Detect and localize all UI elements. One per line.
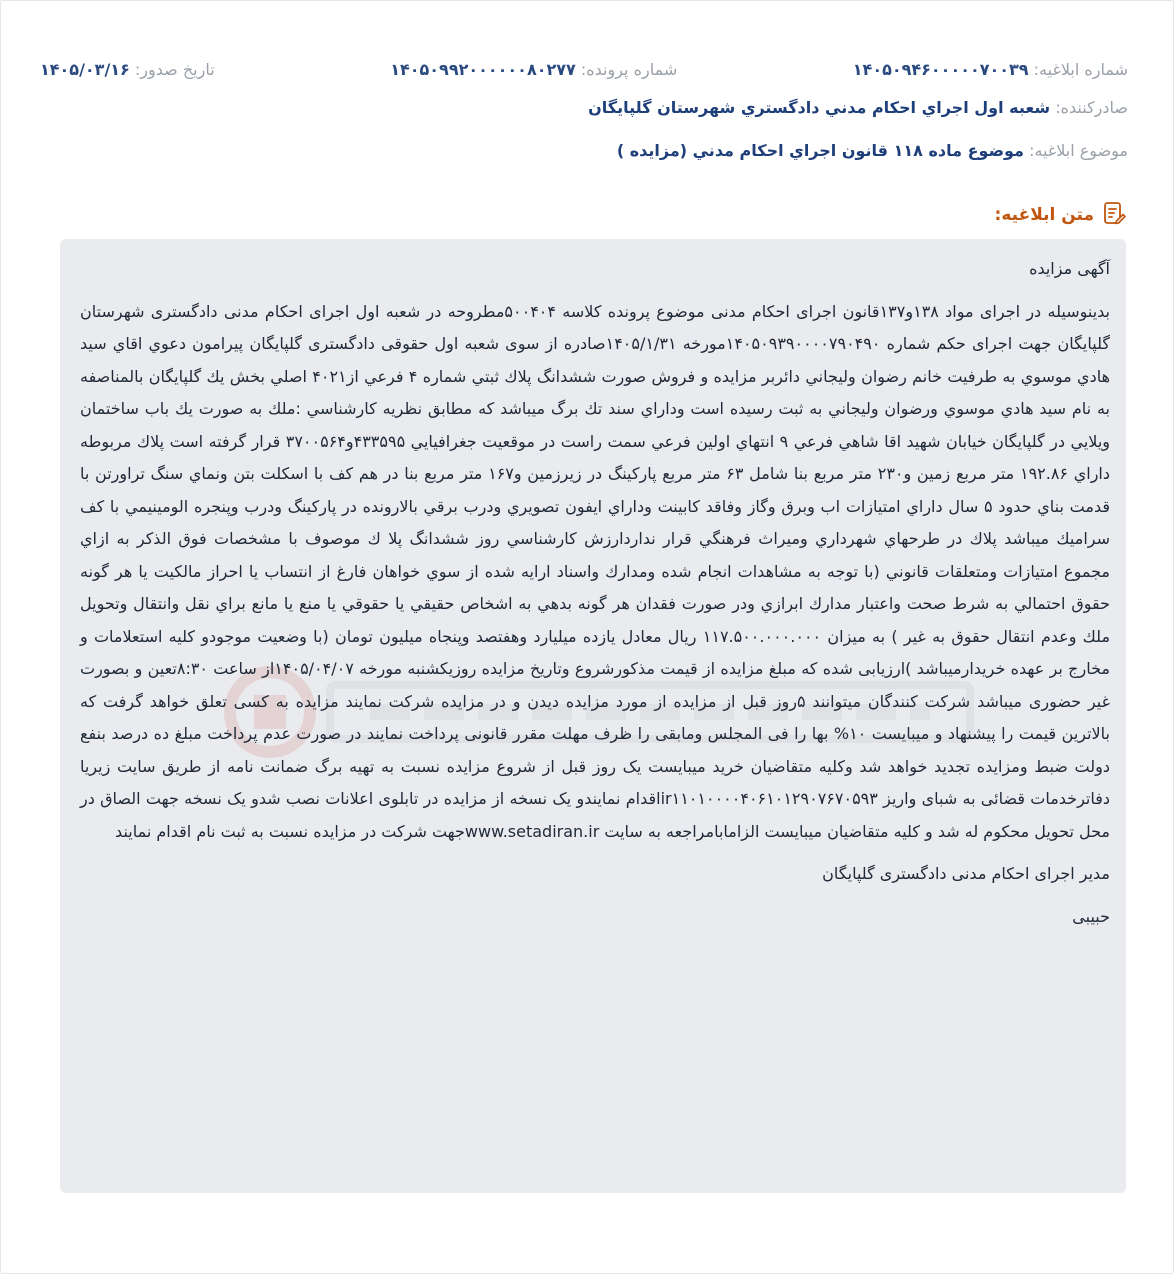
notice-text-panel <box>60 239 1126 1193</box>
issuer-row <box>588 98 1128 117</box>
case-number-value: ۱۴۰۵۰۹۹۲۰۰۰۰۰۰۸۰۲۷۷ <box>390 59 576 79</box>
body-heading: آگهی مزایده <box>1029 259 1110 278</box>
signature-title: مدیر اجرای احکام مدنی دادگستری گلپایگان <box>822 864 1110 883</box>
subject-value: موضوع ماده ۱۱۸ قانون اجراي احكام مدني (مزايده ) <box>616 141 1024 160</box>
subject-row <box>617 141 1128 160</box>
notice-number-value: ۱۴۰۵۰۹۴۶۰۰۰۰۰۷۰۰۳۹ <box>852 59 1029 79</box>
body-paragraph: بدینوسیله در اجرای مواد ۱۳۸و۱۳۷قانون اجرای احکام مدنی موضوع پرونده کلاسه ۵۰۰۴۰۴مطروحه در شعبه اول اجرای احکام مدنی دادگستری شهرستان گلپایگان جهت اجرای حکم شماره ۱۴۰۵۰۹۳۹۰۰۰۰۷۹۰۴۹۰مورخه ۱۴۰۵/۱/۳۱صادره از سوی شعبه اول حقوقی دادگستری گلپایگان پیرامون دعوي اقاي سيد هادي موسوي به طرفيت خانم رضوان وليجاني دائربر مزايده و فروش صورت ششدانگ پلاك ثبتي شماره ۴ فرعي از۴۰۲۱ اصلي بخش يك گلپايگان بالمناصفه به نام سيد هادي موسوي ورضوان وليجاني به ثبت رسيده است وداراي سند تك برگ ميباشد كه مطابق نظريه كارشناسي :ملك به صورت يك باب ساختمان ويلايي در گلپايگان خيابان شهيد اقا شاهي فرعي ۹ انتهاي اولين فرعي سمت راست در موقعيت جغرافيايي ۴۳۳۵۹۵و۳۷۰۰۵۶۴ قرار گرفته است پلاك مربوطه داراي ۱۹۲.۸۶ متر مربع زمين و۲۳۰ متر مربع بنا شامل ۶۳ متر مربع پاركينگ در زيرزمين و۱۶۷ متر مربع بنا در هم كف با اسكلت بتن ونماي سنگ تراورتن با قدمت بناي حدود ۵ سال داراي امتيازات اب وبرق وگاز وفاقد كابينت وداراي ايفون تصويري ودرب برقي بالارونده در پاركينگ ودرب وپنجره الومينيمي با كف سراميك ميباشد پلاك در طرحهاي شهرداري وميراث فرهنگي قرار ندارد‌ارزش كارشناسي روز ششدانگ پلا ك موصوف با مشخصات فوق الذكر به ازاي مجموع امتيازات ومتعلقات قانوني (با توجه به مشاهدات انجام شده ومدارك واسناد ارايه شده از سوي خواهان فارغ از انتساب يا احراز مالكيت يا هر گونه حقوق احتمالي به شرط صحت واعتبار مدارك ابرازي ودر صورت فقدان هر گونه بدهي به اشخاص حقيقي يا حقوقي يا منع يا مانع براي نقل وانتقال وتحويل ملك وعدم انتقال حقوق به غير ) به ميزان ۱۱۷.۵۰۰.۰۰۰.۰۰۰ ريال معادل يازده ميليارد وهفتصد وپنجاه ميليون تومان (با وضعیت موجودو کلیه استعلامات و مخارج بر عهده خریدارمیباشد )ارزیابی شده که مبلغ مزایده از قیمت مذکورشروع وتاریخ مزایده روزیکشنبه مورخه ۱۴۰۵/۰۴/۰۷از ساعت ۸:۳۰تعین و بصورت غیر حضوری میباشد شرکت کنندگان میتوانند ۵روز قبل از مزایده از مورد مزایده دیدن و در مزایده شرکت نمایند مزایده به کسی تعلق خواهد گرفت که بالاترین قیمت را پیشنهاد و میبایست ۱۰% بها را فی المجلس ومابقی را ظرف مهلت مقرر قانونی پرداخت نمایند در صورت عدم پرداخت مبلغ ده درصد بنفع دولت ضبط ومزایده تجدید خواهد شد وکلیه متقاضیان خرید میبایست یک روز قبل از شروع مزایده نسبت به تهیه برگ ضمانت نامه از طریق سایت زیریا دفاترخدمات قضائی به شبای واریز ir۱۱۰۱۰۰۰۰۴۰۶۱۰۱۲۹۰۷۶۷۰۵۹۳اقدام نمایندو یک نسخه از مزایده در تابلوی اعلانات نصب شدو یک نسخه جهت الصاق در محل تحویل محکوم له شد و کلیه متقاضیان میبایست الزامابامراجعه به سایت www.setadiran.irجهت شرکت در مزایده نسبت به ثبت نام اقدام نمایند <box>80 301 1111 841</box>
issue-date-label: تاریخ صدور: <box>134 59 215 79</box>
notice-text-title: متن ابلاغیه: <box>994 205 1094 225</box>
issuer-value: شعبه اول اجراي احكام مدني دادگستري شهرستان گلپايگان <box>588 98 1051 117</box>
issue-date <box>40 60 215 79</box>
document-edit-icon <box>1102 200 1126 230</box>
header-meta-row <box>40 56 1128 82</box>
notice-number-label: شماره ابلاغیه: <box>1033 59 1128 79</box>
notice-text-header <box>995 200 1126 230</box>
issue-date-value: ۱۴۰۵/۰۳/۱۶ <box>40 59 130 79</box>
signature-name: حبیبی <box>1072 906 1110 926</box>
issuer-label: صادرکننده: <box>1055 98 1128 117</box>
case-number <box>390 60 677 79</box>
notice-number <box>853 60 1128 79</box>
notice-body <box>80 253 1110 933</box>
case-number-label: شماره پرونده: <box>580 59 678 79</box>
subject-label: موضوع ابلاغیه: <box>1029 141 1128 160</box>
